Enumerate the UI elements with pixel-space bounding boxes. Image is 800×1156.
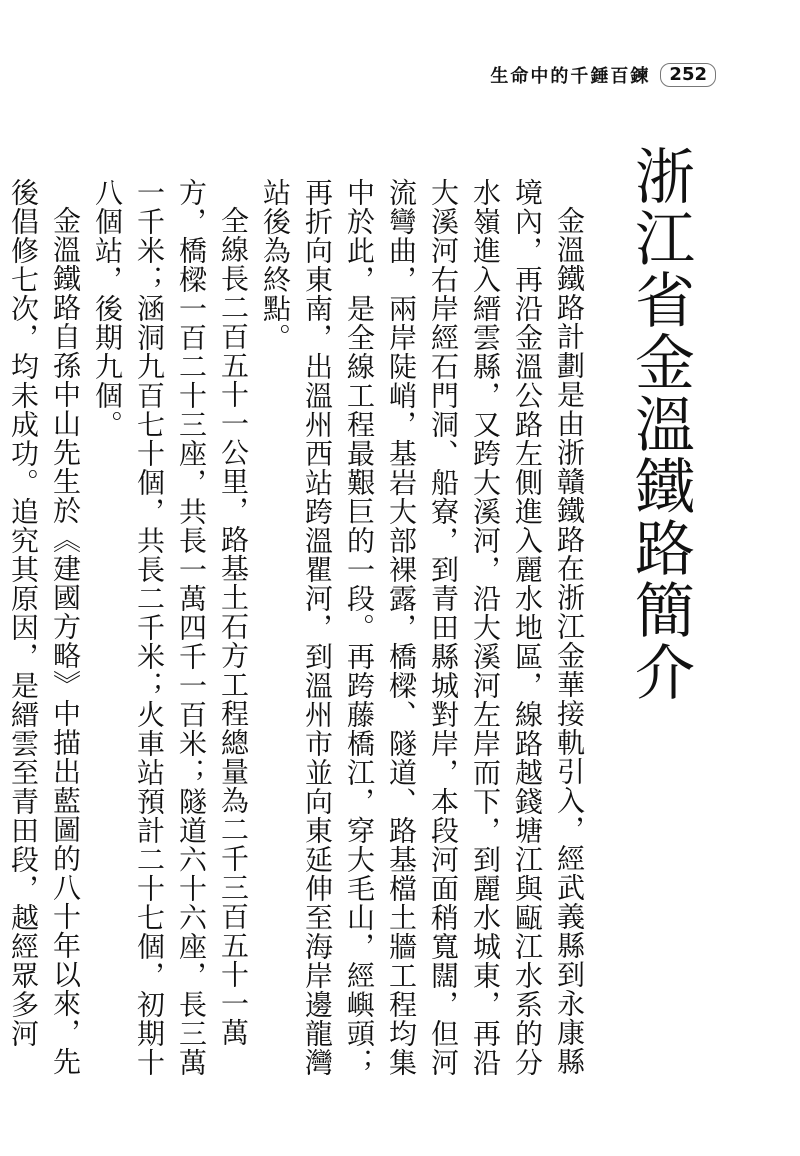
- book-title: 生命中的千錘百鍊: [490, 66, 651, 87]
- paragraph-3: 金溫鐵路自孫中山先生於《建國方略》中描出藍圖的八十年以來，先後倡修七次，均未成功。追究其原因，是縉雲至青田段，越經眾多河: [7, 178, 82, 1076]
- article-title: 浙江省金溫鐵路簡介: [625, 145, 695, 703]
- page-number: 252: [660, 63, 716, 87]
- page-header: [490, 62, 716, 88]
- paragraph-2: 全線長二百五十一公里，路基土石方工程總量為二千三百五十一萬方，橋樑一百二十三座，共長一萬四千一百米；隧道六十六座，長三萬一千米；涵洞九百七十個，共長二千米；火車站預計二十七個，初期十八個站，後期九個。: [91, 178, 250, 1077]
- article-body: [7, 178, 590, 1078]
- paragraph-1: 金溫鐵路計劃是由浙贛鐵路在浙江金華接軌引入，經武義縣到永康縣境內，再沿金溫公路左側進入麗水地區，線路越錢塘江與甌江水系的分水嶺進入縉雲縣，又跨大溪河，沿大溪河左岸而下，到麗水城東，再沿大溪河右岸經石門洞、船寮，到青田縣城對岸，本段河面稍寬闊，但河流彎曲，兩岸陡峭，基岩大部裸露，橋樑、隧道、路基檔土牆工程均集中於此，是全線工程最艱巨的一段。再跨藤橋江，穿大毛山，經嶼頭；再折向東南，出溫州西站跨溫瞿河，到溫州市並向東延伸至海岸邊龍灣站後為終點。: [259, 178, 586, 1077]
